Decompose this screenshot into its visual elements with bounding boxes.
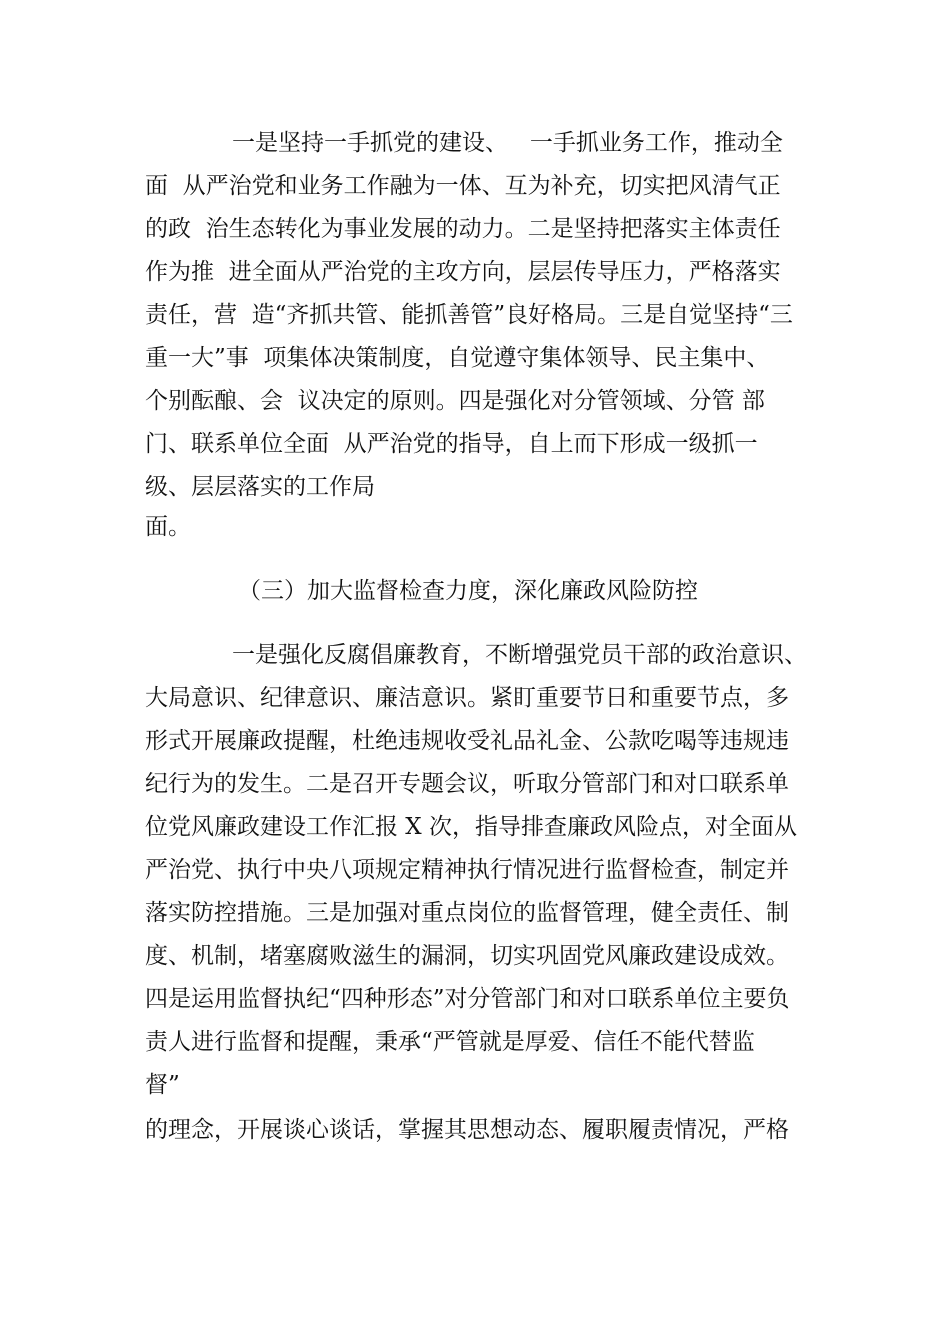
paragraph-line: 大局意识、纪律意识、廉洁意识。紧盯重要节日和重要节点，多: [145, 685, 789, 711]
paragraph-line: 级、层层落实的工作局: [145, 474, 375, 500]
paragraph-line: 一是强化反腐倡廉教育，不断增强党员干部的政治意识、: [232, 642, 807, 668]
paragraph-line: 位党风廉政建设工作汇报 X 次，指导排查廉政风险点，对全面从: [145, 814, 797, 840]
section-heading: （三）加大监督检查力度，深化廉政风险防控: [238, 578, 698, 604]
paragraph-line: 四是运用监督执纪“四种形态”对分管部门和对口联系单位主要负: [145, 986, 790, 1012]
paragraph-line: 督”: [145, 1072, 180, 1098]
paragraph-line: 纪行为的发生。二是召开专题会议，听取分管部门和对口联系单: [145, 771, 789, 797]
paragraph-line: 面。: [145, 514, 191, 540]
paragraph-line: 的理念，开展谈心谈话，掌握其思想动态、履职履责情况，严格: [145, 1117, 789, 1143]
paragraph-line: 重一大”事 项集体决策制度，自觉遵守集体领导、民主集中、: [145, 345, 770, 371]
paragraph-line: 一是坚持一手抓党的建设、 一手抓业务工作，推动全: [232, 130, 783, 156]
paragraph-line: 个别酝酿、会 议决定的原则。四是强化对分管领域、分管 部: [145, 388, 765, 414]
paragraph-line: 作为推 进全面从严治党的主攻方向，层层传导压力，严格落实: [145, 259, 781, 285]
paragraph-line: 严治党、执行中央八项规定精神执行情况进行监督检查，制定并: [145, 857, 789, 883]
paragraph-line: 面 从严治党和业务工作融为一体、互为补充，切实把风清气正: [145, 173, 781, 199]
paragraph-line: 门、联系单位全面 从严治党的指导，自上而下形成一级抓一: [145, 431, 758, 457]
paragraph-line: 形式开展廉政提醒，杜绝违规收受礼品礼金、公款吃喝等违规违: [145, 728, 789, 754]
paragraph-line: 落实防控措施。三是加强对重点岗位的监督管理，健全责任、制: [145, 900, 789, 926]
paragraph-line: 责人进行监督和提醒，秉承“严管就是厚爱、信任不能代替监: [145, 1029, 755, 1055]
paragraph-line: 责任，营 造“齐抓共管、能抓善管”良好格局。三是自觉坚持“三: [145, 302, 793, 328]
paragraph-line: 度、机制，堵塞腐败滋生的漏洞，切实巩固党风廉政建设成效。: [145, 943, 789, 969]
paragraph-line: 的政 治生态转化为事业发展的动力。二是坚持把落实主体责任: [145, 216, 781, 242]
